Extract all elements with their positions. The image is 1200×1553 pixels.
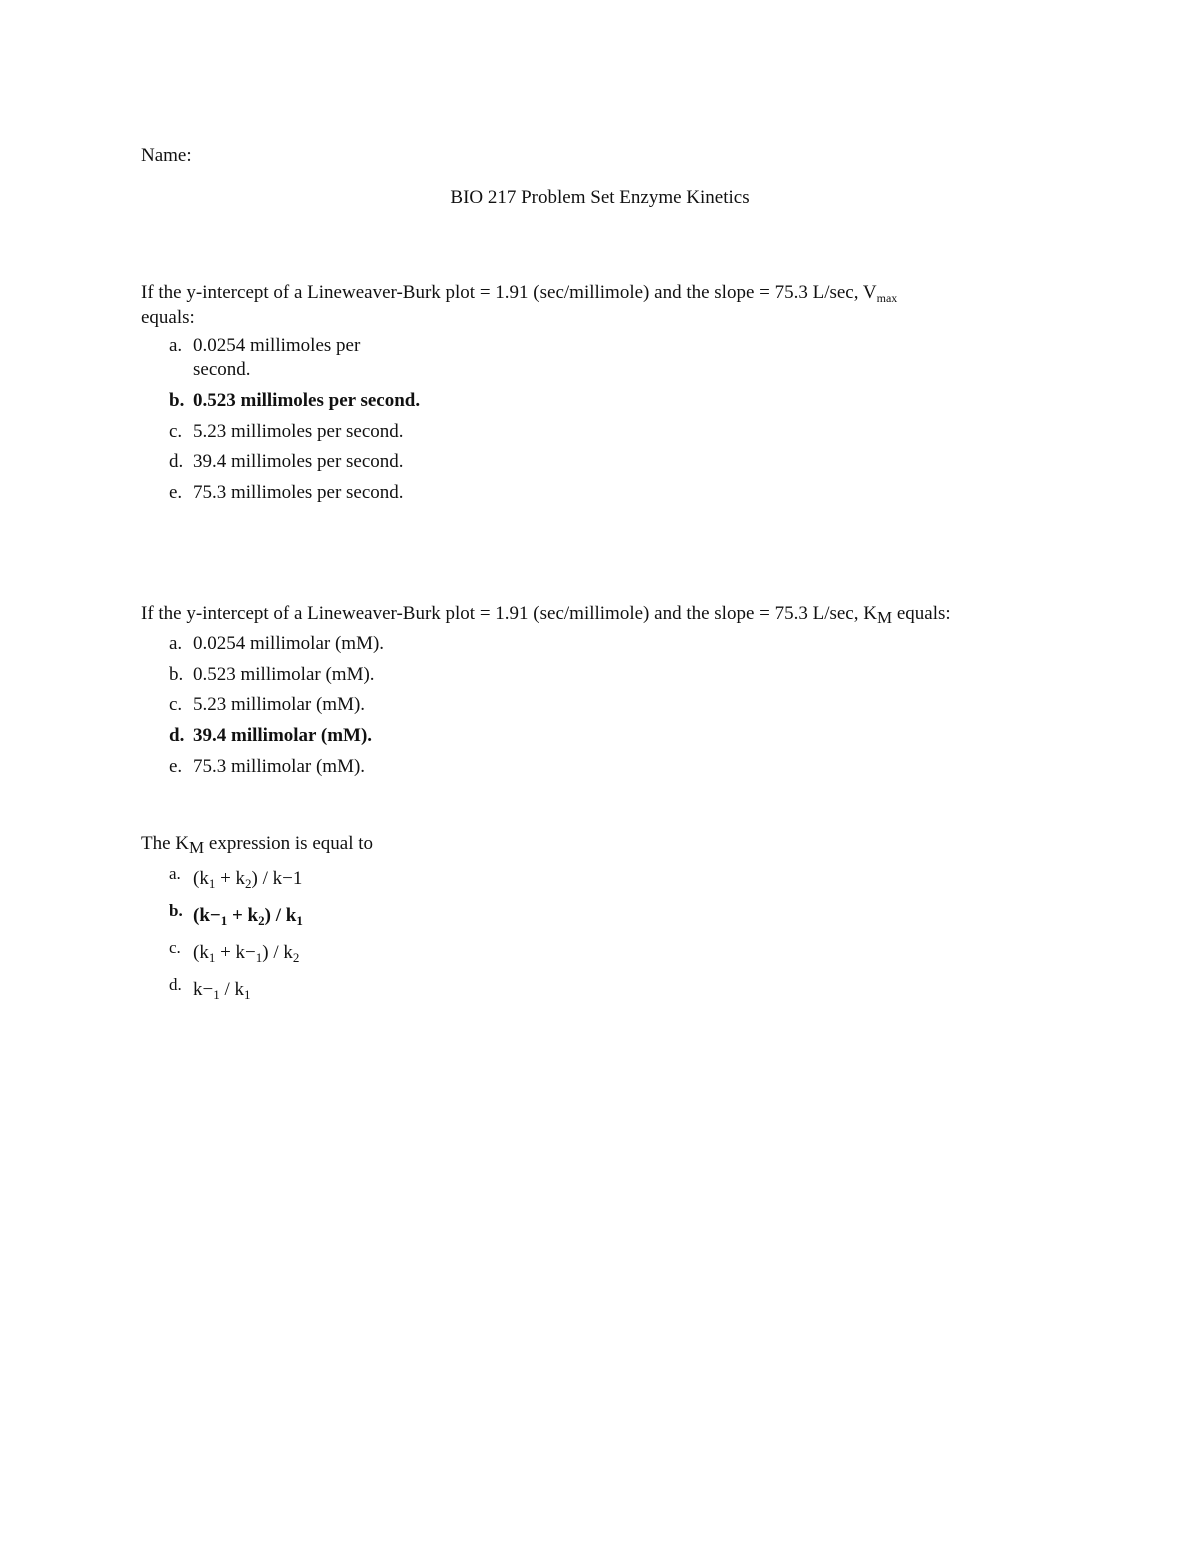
q1-option-e-text: 75.3 millimoles per second.: [193, 482, 404, 503]
q1-option-a-text-cont: second.: [193, 359, 251, 380]
q3-option-d-text: $k-_1 / k_1$: [193, 979, 251, 1002]
question-2-stem-text: If the y-intercept of a Lineweaver-Burk plot = 1.91 (sec/millimole) and the slope = 75.3 L/sec, K: [141, 603, 877, 624]
q2-option-c-text: 5.23 millimolar (mM).: [193, 694, 366, 715]
question-2-stem: [141, 603, 951, 627]
q2-option-c-letter: c.: [169, 694, 183, 715]
q1-option-e-letter: e.: [169, 482, 183, 503]
q3-option-c-letter: c.: [169, 938, 181, 957]
q2-option-a-text: 0.0254 millimolar (mM).: [193, 633, 385, 654]
question-2-stem-end: equals:: [892, 603, 951, 624]
q2-option-e-letter: e.: [169, 756, 183, 777]
q1-option-b-letter: b.: [169, 390, 185, 411]
q2-option-b-letter: b.: [169, 664, 184, 685]
question-1-stem-text: If the y-intercept of a Lineweaver-Burk plot = 1.91 (sec/millimole) and the slope = 75.3 L/sec, V: [141, 282, 877, 303]
q2-option-d-letter: d.: [169, 725, 185, 746]
question-3-stem-end: expression is equal to: [204, 833, 373, 854]
q2-option-e-text: 75.3 millimolar (mM).: [193, 756, 366, 777]
q3-option-c-text: $(k_1 + k-_1) / k_2$: [193, 942, 300, 965]
q2-option-d-text: 39.4 millimolar (mM).: [193, 725, 373, 746]
q1-option-d-text: 39.4 millimoles per second.: [193, 451, 404, 472]
page-title: BIO 217 Problem Set Enzyme Kinetics: [450, 187, 750, 208]
name-label: Name:: [141, 145, 192, 166]
q3-option-a-text: $(k_1 + k_2) / k-1$: [193, 868, 303, 891]
q3-option-b-text: $(k-_1 + k_2) / k_1$: [193, 905, 303, 928]
question-3-stem-text: The K: [141, 833, 190, 854]
question-3-stem: [141, 833, 373, 857]
q1-option-c-letter: c.: [169, 421, 183, 442]
km-subscript-2: M: [189, 838, 205, 857]
q2-option-b-text: 0.523 millimolar (mM).: [193, 664, 375, 685]
q1-option-b-text: 0.523 millimoles per second.: [193, 390, 421, 411]
q1-option-c-text: 5.23 millimoles per second.: [193, 421, 404, 442]
question-1-stem: [141, 282, 898, 305]
question-1-stem-cont: equals:: [141, 307, 195, 328]
q2-option-a-letter: a.: [169, 633, 183, 654]
q3-option-d-letter: d.: [169, 975, 182, 994]
q1-option-a-letter: a.: [169, 335, 183, 356]
q1-option-a-text: 0.0254 millimoles per: [193, 335, 361, 356]
q3-option-a-letter: a.: [169, 864, 181, 883]
q1-option-d-letter: d.: [169, 451, 184, 472]
q3-option-b-letter: b.: [169, 901, 183, 920]
vmax-subscript: max: [876, 291, 898, 305]
km-subscript: M: [876, 608, 893, 627]
